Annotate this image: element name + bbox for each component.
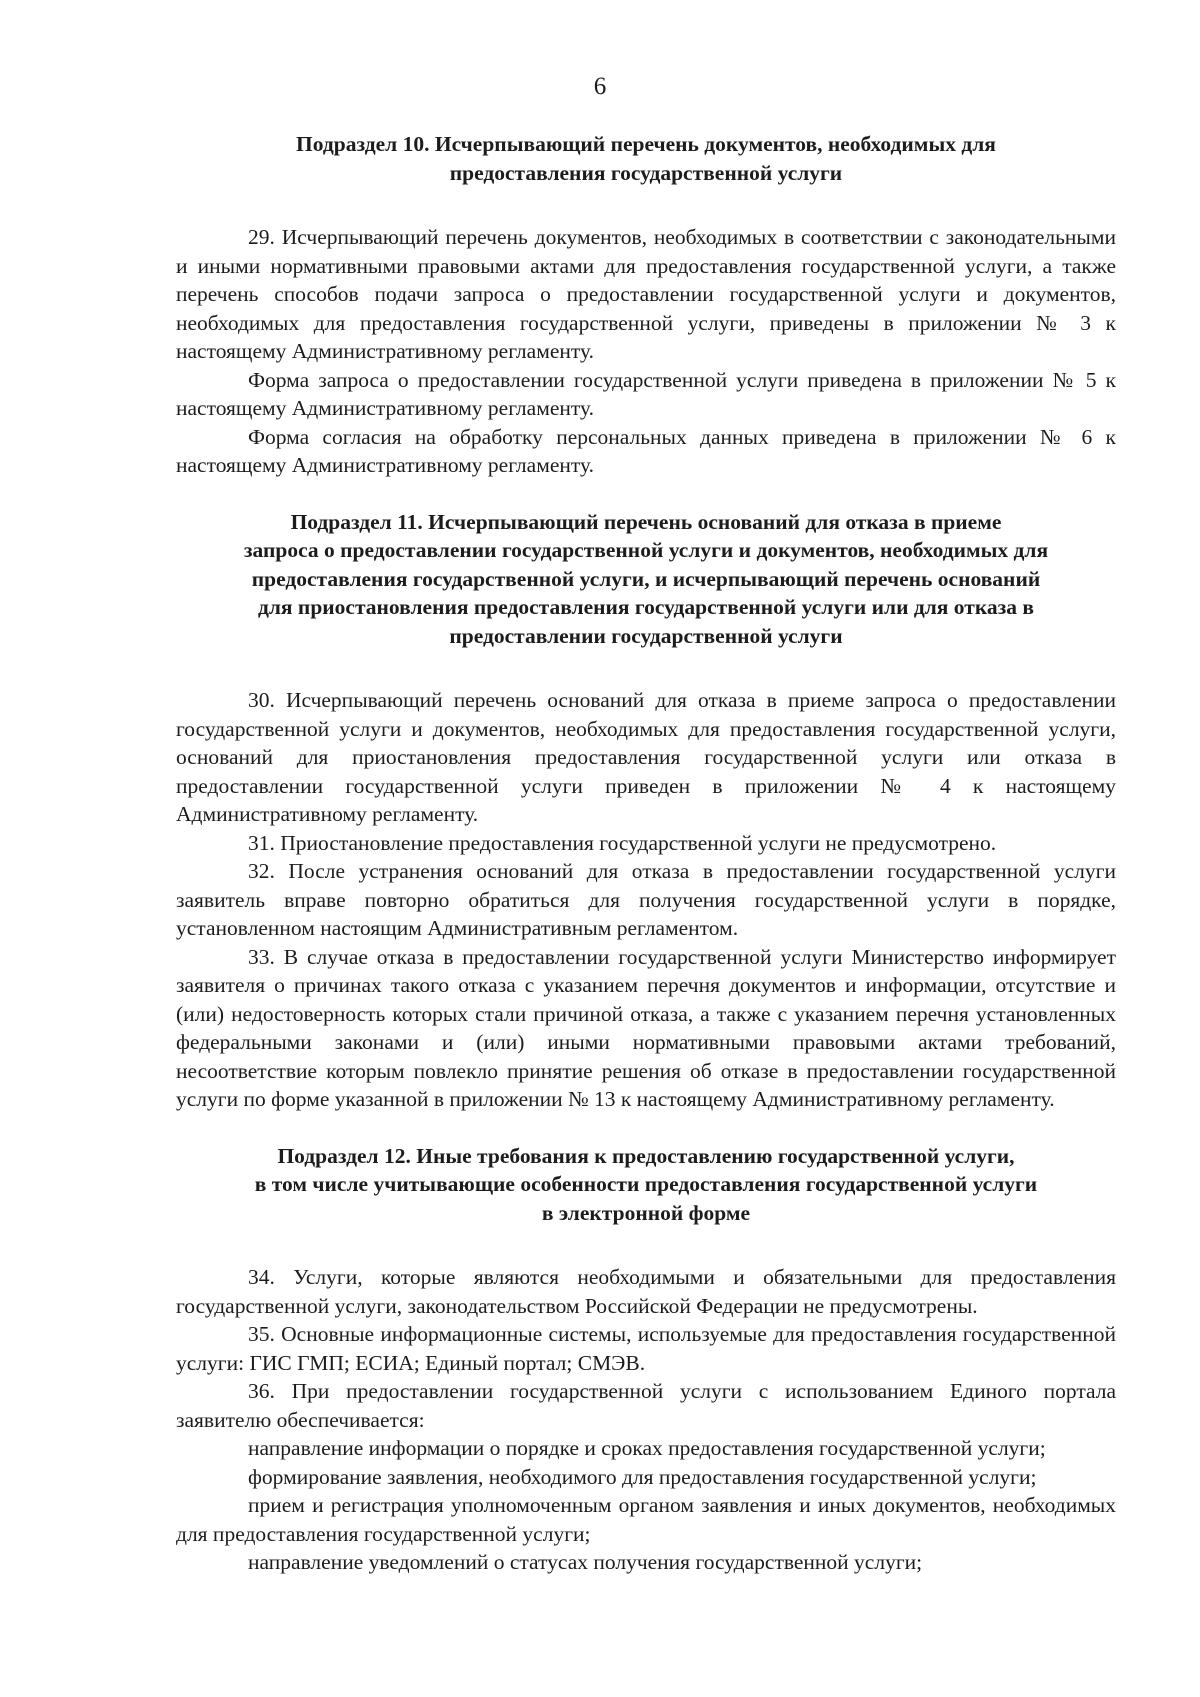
page-number: 6 (593, 73, 607, 100)
heading-line: Подраздел 11. Исчерпывающий перечень оснований для отказа в приеме (290, 509, 1002, 534)
heading-line: Подраздел 12. Иные требования к предоставлению государственной услуги, (277, 1143, 1015, 1168)
section-heading (176, 130, 1116, 187)
paragraph: 36. При предоставлении государственной услуги с использованием Единого портала заявителю обеспечивается: (176, 1379, 1116, 1432)
paragraph: 34. Услуги, которые являются необходимыми и обязательными для предоставления государственной услуги, законодательством Российской Федерации не предусмотрены. (176, 1265, 1116, 1318)
section-heading (176, 508, 1116, 651)
section-heading (176, 1142, 1116, 1228)
section-11 (176, 508, 1116, 1114)
paragraph: направление информации о порядке и сроках предоставления государственной услуги; (248, 1436, 1046, 1460)
heading-line: предоставления государственной услуги (449, 160, 843, 185)
section-12 (176, 1142, 1116, 1577)
document-body (176, 130, 1116, 1577)
heading-line: в электронной форме (541, 1200, 751, 1225)
heading-line: предоставления государственной услуги, и исчерпывающий перечень оснований (251, 566, 1041, 591)
paragraph: 32. После устранения оснований для отказа в предоставлении государственной услуги заявитель вправе повторно обратиться для получения государственной услуги в порядке, установленном настоящим Административным регламентом. (176, 859, 1116, 940)
heading-line: запроса о предоставлении государственной услуги и документов, необходимых для (243, 538, 1049, 562)
paragraph: направление уведомлений о статусах получения государственной услуги; (248, 1550, 923, 1574)
paragraph: 31. Приостановление предоставления государственной услуги не предусмотрено. (248, 830, 997, 855)
paragraph: Форма согласия на обработку персональных данных приведена в приложении № 6 к настоящему Административному регламенту. (176, 424, 1116, 477)
paragraph: прием и регистрация уполномоченным органом заявления и иных документов, необходимых для предоставления государственной услуги; (176, 1493, 1116, 1546)
paragraph: 30. Исчерпывающий перечень оснований для отказа в приеме запроса о предоставлении государственной услуги и документов, необходимых для предоставления государственной услуги, оснований для приостановления предоставления государственной услуги или отказа в предоставлении государственной услуги приведен в приложении № 4 к настоящему Административному регламенту. (176, 688, 1116, 826)
paragraph: формирование заявления, необходимого для предоставления государственной услуги; (248, 1464, 1037, 1489)
paragraph: 33. В случае отказа в предоставлении государственной услуги Министерство информирует заявителя о причинах такого отказа с указанием перечня документов и информации, отсутствие и (или) недостоверность которых стали причиной отказа, а также с указанием перечня установленных федеральными законами и (или) иными нормативными правовыми актами требований, несоответствие которым повлекло принятие решения об отказе в предоставлении государственной услуги по форме указанной в приложении № 13 к настоящему Административному регламенту. (176, 944, 1116, 1111)
paragraph: Форма запроса о предоставлении государственной услуги приведена в приложении № 5 к настоящему Административному регламенту. (176, 367, 1116, 420)
paragraph: 29. Исчерпывающий перечень документов, необходимых в соответствии с законодательными и иными нормативными правовыми актами для предоставления государственной услуги, а также перечень способов подачи запроса о предоставлении государственной услуги и документов, необходимых для предоставления государственной услуги, приведены в приложении № 3 к настоящему Административному регламенту. (176, 225, 1116, 363)
heading-line: предоставлении государственной услуги (449, 623, 843, 648)
heading-line: для приостановления предоставления государственной услуги или для отказа в (257, 595, 1035, 619)
section-10 (176, 130, 1116, 480)
heading-line: в том числе учитывающие особенности предоставления государственной услуги (254, 1172, 1038, 1196)
paragraph: 35. Основные информационные системы, используемые для предоставления государственной услуги: ГИС ГМП; ЕСИА; Единый портал; СМЭВ. (176, 1322, 1116, 1375)
heading-line: Подраздел 10. Исчерпывающий перечень документов, необходимых для (296, 132, 996, 156)
